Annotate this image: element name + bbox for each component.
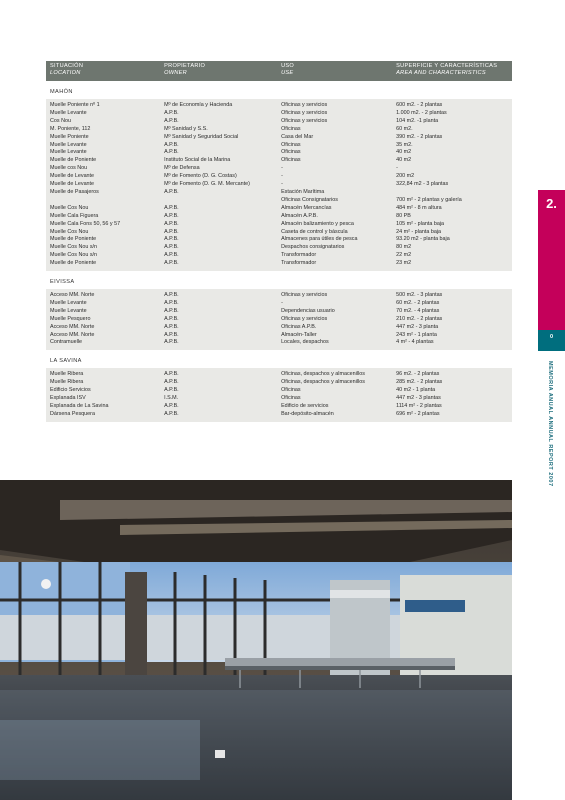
cell-area: 105 m² - planta baja	[396, 220, 445, 227]
cell-area: 447 m2 - 3 plantas	[396, 395, 441, 402]
cell-use: Almacenes para útiles de pesca	[281, 236, 358, 243]
cell-area: 104 m2. -1 planta	[396, 117, 439, 124]
cell-area: 70 m2. - 4 plantas	[396, 307, 440, 314]
cell-use: Oficinas	[281, 157, 301, 164]
cell-area: 40 m2	[396, 149, 412, 156]
cell-area: 93.20 m2 - planta baja	[396, 236, 450, 243]
table-row	[46, 110, 512, 118]
header-area-en: AREA AND CHARACTERISTICS	[396, 70, 486, 76]
cell-area: 22 m2	[396, 252, 412, 259]
cell-location: Muelle Cala Fons 50, 56 y 57	[50, 220, 121, 227]
section-title: MAHÓN	[50, 89, 73, 95]
cell-location: Muelle Ribera	[50, 379, 84, 386]
cell-location: Muelle Levante	[50, 141, 87, 148]
cell-area: 60 m2.	[396, 125, 413, 132]
section-body	[46, 368, 512, 421]
cell-owner: A.P.B.	[164, 292, 179, 299]
cell-use: Despachos consignatarios	[281, 244, 345, 251]
cell-location: Muelle de Poniente	[50, 260, 97, 267]
cell-use: Oficinas y servicios	[281, 292, 328, 299]
cell-area: 322,84 m2 - 3 plantas	[396, 181, 449, 188]
cell-use: Transformador	[281, 260, 317, 267]
table-row	[46, 324, 512, 332]
cell-area: 40 m2	[396, 157, 412, 164]
table-header	[46, 61, 512, 81]
header-area	[392, 61, 512, 81]
cell-owner: A.P.B.	[164, 204, 179, 211]
cell-area: 500 m2. - 3 plantas	[396, 292, 443, 299]
cell-area: 60 m2. - 2 plantas	[396, 299, 440, 306]
chapter-number: 2.	[546, 196, 557, 211]
terminal-photo	[0, 480, 512, 800]
cell-owner: A.P.B.	[164, 260, 179, 267]
cell-area: 40 m2 - 1 planta	[396, 387, 436, 394]
cell-owner: A.P.B.	[164, 299, 179, 306]
header-location-es: SITUACIÓN	[50, 63, 84, 69]
cell-owner: A.P.B.	[164, 236, 179, 243]
table-row	[46, 260, 512, 268]
cell-area: 96 m2. - 2 plantas	[396, 371, 440, 378]
cell-area: 390 m2. - 2 plantas	[396, 133, 443, 140]
section-title: EIVISSA	[50, 279, 75, 286]
header-location	[46, 61, 160, 81]
cell-location: Muelle Levante	[50, 299, 87, 306]
cell-use: Almacén A.P.B.	[281, 212, 318, 219]
table-row	[46, 339, 512, 347]
cell-use: Oficinas y servicios	[281, 117, 328, 124]
table-row	[46, 213, 512, 221]
cell-area: 23 m2	[396, 260, 412, 267]
cell-area: 35 m2.	[396, 141, 413, 148]
table-row	[46, 102, 512, 110]
table-row	[46, 292, 512, 300]
cell-use: Almacén-Taller	[281, 331, 317, 338]
cell-owner: A.P.B.	[164, 331, 179, 338]
cell-owner: A.P.B.	[164, 315, 179, 322]
cell-owner: A.P.B.	[164, 339, 179, 346]
cell-owner: A.P.B.	[164, 149, 179, 156]
cell-owner: A.P.B.	[164, 371, 179, 378]
table-row	[46, 126, 512, 134]
cell-location: Muelle Ribera	[50, 371, 84, 378]
page-number: 0	[549, 334, 554, 340]
cell-use: Edificio de servicios	[281, 403, 329, 409]
table-row	[46, 379, 512, 387]
cell-area: 285 m2. - 2 plantas	[396, 379, 443, 386]
cell-area: 200 m2	[396, 173, 415, 180]
cell-area: 600 m2. - 2 plantas	[396, 102, 443, 108]
cell-location: Cos Nou	[50, 117, 71, 124]
table-row	[46, 181, 512, 189]
table-row	[46, 189, 512, 197]
cell-owner: Mº de Economía y Hacienda	[164, 102, 233, 108]
cell-location: Muelle Levante	[50, 149, 87, 156]
cell-owner: Instituto Social de la Marina	[164, 157, 231, 164]
cell-use: Locales, despachos	[281, 339, 329, 346]
header-area-es: SUPERFICIE Y CARACTERÍSTICAS	[396, 63, 498, 69]
table-row	[46, 308, 512, 316]
cell-location: Edificio Servicios	[50, 387, 91, 394]
cell-location	[46, 197, 160, 205]
cell-owner: A.P.B.	[164, 141, 179, 148]
report-title-vertical: MEMORIA ANUAL ANNUAL REPORT 2007	[547, 361, 553, 487]
table-row	[46, 134, 512, 142]
cell-use: Oficinas	[281, 149, 301, 156]
cell-location: Muelle de Levante	[50, 181, 95, 188]
cell-owner	[160, 197, 277, 205]
header-location-en: LOCATION	[50, 70, 81, 76]
cell-owner: A.P.B.	[164, 379, 179, 386]
cell-location: Contramuelle	[50, 339, 83, 346]
header-owner-es: PROPIETARIO	[164, 63, 206, 69]
cell-location: Muelle Levante	[50, 307, 87, 314]
cell-area: 210 m2. - 2 plantas	[396, 315, 443, 322]
section-title: LA SAVINA	[50, 358, 82, 365]
cell-location: Acceso MM. Norte	[50, 323, 95, 330]
section-body	[46, 99, 512, 271]
header-use	[277, 61, 392, 81]
cell-area: 696 m² - 2 plantas	[396, 410, 440, 417]
table-row	[46, 197, 512, 205]
cell-owner: I.S.M.	[164, 395, 179, 402]
table-row	[46, 395, 512, 403]
table-row	[46, 157, 512, 165]
cell-use: -	[281, 181, 283, 188]
cell-area: 700 m² - 2 plantas y galería	[396, 196, 462, 203]
cell-use: Oficinas y servicios	[281, 109, 328, 116]
cell-owner: A.P.B.	[164, 244, 179, 251]
cell-use: -	[281, 165, 283, 172]
cell-owner: A.P.B.	[164, 117, 179, 124]
cell-area: 484 m² - 8 m altura	[396, 204, 442, 211]
cell-area: 24 m² - planta baja	[396, 228, 442, 235]
cell-use: Oficinas	[281, 141, 301, 148]
cell-location: Explanada ISV	[50, 395, 86, 402]
cell-use: Estación Marítima	[281, 188, 325, 195]
cell-area: 1.000 m2. - 2 plantas	[396, 109, 447, 116]
cell-owner: Mº Sanidad y Seguridad Social	[164, 133, 239, 140]
cell-use: Oficinas y servicios	[281, 315, 328, 322]
cell-use: Oficinas, despachos y almacenillos	[281, 371, 365, 378]
table-sections	[46, 81, 512, 422]
table-row	[46, 173, 512, 181]
cell-owner: A.P.B.	[164, 323, 179, 330]
cell-area	[392, 189, 512, 197]
table-row	[46, 205, 512, 213]
header-use-en: USE	[281, 70, 294, 76]
table-row	[46, 236, 512, 244]
table-row	[46, 244, 512, 252]
cell-location: Muelle Cos Nou s/n	[50, 252, 98, 259]
cell-owner: Mº de Fomento (D. G. Costas)	[164, 173, 237, 180]
cell-area: 1114 m² - 2 plantas	[396, 403, 442, 409]
cell-owner: A.P.B.	[164, 403, 179, 409]
cell-use: Oficinas Consignatarios	[281, 196, 338, 203]
header-use-es: USO	[281, 63, 295, 69]
cell-area: 80 PB	[396, 212, 411, 219]
cell-owner: A.P.B.	[164, 410, 179, 417]
cell-use: -	[281, 299, 283, 306]
table-row	[46, 332, 512, 340]
cell-owner: A.P.B.	[164, 220, 179, 227]
cell-use: Oficinas, despachos y almacenillos	[281, 379, 365, 386]
cell-use: Oficinas	[281, 395, 301, 402]
table-row	[46, 149, 512, 157]
cell-location: Muelle Pesquero	[50, 315, 91, 322]
cell-owner: A.P.B.	[164, 252, 179, 259]
cell-use: Oficinas y servicios	[281, 102, 328, 108]
cell-area: 4 m² - 4 plantas	[396, 339, 434, 346]
table-row	[46, 142, 512, 150]
cell-owner: Mº de Fomento (D. G. M. Mercante)	[164, 181, 250, 188]
table-row	[46, 118, 512, 126]
cell-owner: Mº Sanidad y S.S.	[164, 125, 208, 132]
cell-location: Acceso MM. Norte	[50, 331, 95, 338]
cell-owner: A.P.B.	[164, 188, 179, 195]
cell-area: 80 m2	[396, 244, 412, 251]
table-row	[46, 165, 512, 173]
cell-use: Dependencias usuario	[281, 307, 335, 314]
cell-location: Muelle de Poniente	[50, 157, 97, 164]
cell-area: 447 m2 - 3 planta	[396, 323, 439, 330]
cell-location: Explanada de La Savina	[50, 403, 109, 409]
table-row	[46, 221, 512, 229]
cell-use: Caseta de control y báscula	[281, 228, 348, 235]
cell-location: Muelle Poniente nº 1	[50, 102, 100, 108]
cell-area: 243 m² - 1 planta	[396, 331, 437, 338]
header-owner-en: OWNER	[164, 70, 188, 76]
table-row	[46, 229, 512, 237]
cell-location: M. Poniente, 112	[50, 125, 91, 132]
cell-owner: A.P.B.	[164, 307, 179, 314]
cell-use: Almacén Mercancías	[281, 204, 332, 211]
cell-location: Dársena Pesquera	[50, 410, 95, 417]
cell-use: -	[281, 173, 283, 180]
cell-use: Oficinas	[281, 125, 301, 132]
cell-use: Bar-depósito-almacén	[281, 410, 334, 417]
cell-location: Muelle cos Nou	[50, 165, 88, 172]
chapter-tab	[538, 190, 565, 330]
terminal-photo-image	[0, 480, 512, 800]
table-row	[46, 316, 512, 324]
section-body	[46, 289, 512, 350]
cell-location: Muelle Cala Figuera	[50, 212, 99, 219]
cell-owner: A.P.B.	[164, 387, 179, 394]
cell-owner: A.P.B.	[164, 109, 179, 116]
table-row	[46, 252, 512, 260]
cell-location: Muelle de Poniente	[50, 236, 97, 243]
cell-use: Almacén balizamiento y pesca	[281, 220, 354, 227]
table-row	[46, 300, 512, 308]
table-row	[46, 403, 512, 411]
cell-owner: A.P.B.	[164, 212, 179, 219]
cell-location: Muelle Cos Nou s/n	[50, 244, 98, 251]
cell-use: Transformador	[281, 252, 317, 259]
cell-location: Muelle de Pasajeros	[50, 188, 99, 195]
cell-use: Oficinas A.P.B.	[281, 323, 317, 330]
property-table	[46, 61, 512, 422]
cell-use: Oficinas	[281, 387, 301, 394]
cell-location: Acceso MM. Norte	[50, 292, 95, 299]
cell-location: Muelle Cos Nou	[50, 228, 89, 235]
cell-location: Muelle Levante	[50, 109, 87, 116]
cell-location: Muelle Poniente	[50, 133, 89, 140]
table-row	[46, 411, 512, 419]
cell-location: Muelle Cos Nou	[50, 204, 89, 211]
cell-use: Casa del Mar	[281, 133, 314, 140]
header-owner	[160, 61, 277, 81]
cell-location: Muelle de Levante	[50, 173, 95, 180]
table-row	[46, 371, 512, 379]
cell-area: -	[396, 165, 398, 172]
table-row	[46, 387, 512, 395]
cell-owner: A.P.B.	[164, 228, 179, 235]
cell-owner: Mº de Defensa	[164, 165, 200, 172]
